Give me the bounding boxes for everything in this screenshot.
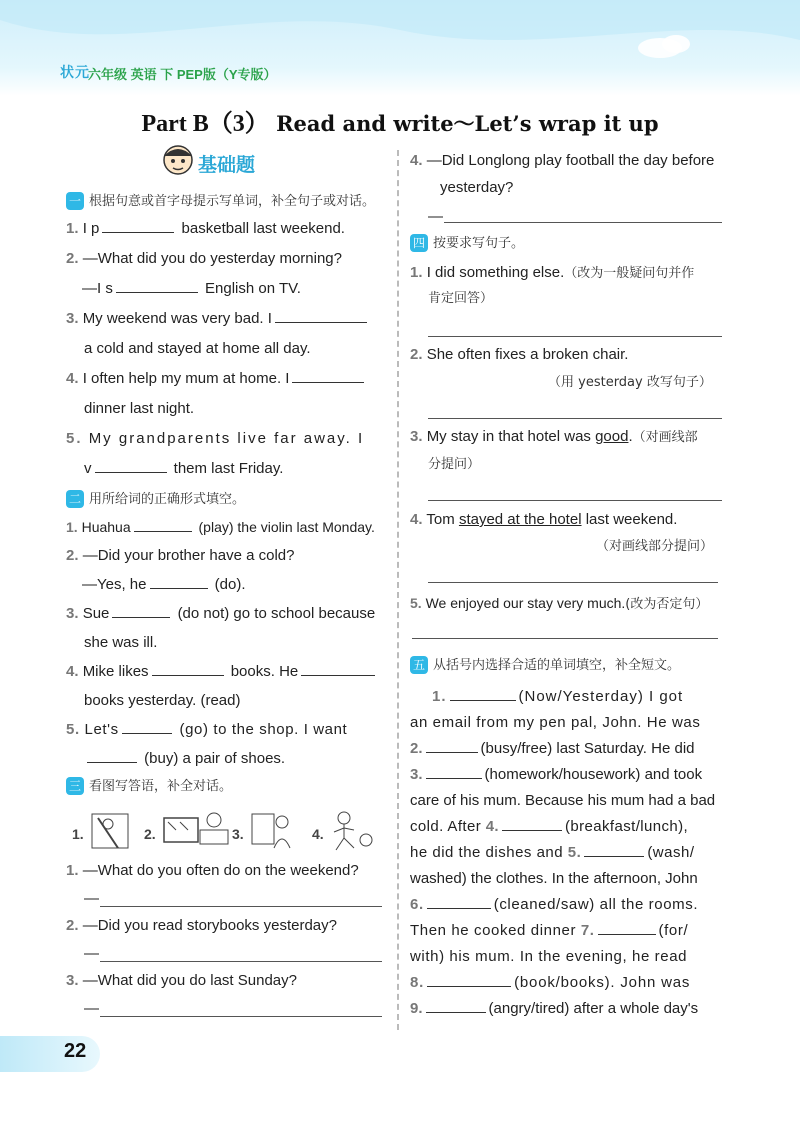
s5-blank3[interactable] bbox=[426, 762, 482, 779]
s2-item5-cont: (buy) a pair of shoes. bbox=[84, 744, 285, 774]
s2-item3-cont: she was ill. bbox=[84, 634, 158, 651]
series-text: 六年级 英语 下 PEP版（Y专版） bbox=[88, 67, 277, 82]
s2-blank3[interactable] bbox=[112, 601, 170, 618]
s2-item3: 3. Sue (do not) go to school because bbox=[66, 599, 375, 629]
s1-blank2[interactable] bbox=[116, 276, 198, 293]
s5-blank4[interactable] bbox=[502, 814, 562, 831]
s5-line9: 6. (cleaned/saw) all the rooms. bbox=[410, 890, 698, 920]
s2-blank2[interactable] bbox=[150, 572, 208, 589]
s5-line12: 8. (book/books). John was bbox=[410, 968, 690, 998]
s4-item4-note: （对画线部分提问） bbox=[596, 539, 714, 554]
s5-blank8[interactable] bbox=[427, 970, 511, 987]
column-divider bbox=[397, 150, 399, 1030]
s1-item2: 2. —What did you do yesterday morning? bbox=[66, 250, 342, 267]
s3-answer3[interactable] bbox=[100, 1016, 382, 1017]
s5-blank1[interactable] bbox=[450, 684, 516, 701]
s5-blank9[interactable] bbox=[426, 996, 486, 1013]
picture-family-icon bbox=[248, 808, 294, 854]
s5-blank2[interactable] bbox=[426, 736, 478, 753]
s4-item2-note: （用 yesterday 改写句子） bbox=[548, 375, 712, 390]
pic1-label: 1. bbox=[72, 826, 84, 842]
section3-heading: 三 看图写答语，补全对话。 bbox=[66, 773, 232, 800]
s1-item2-answer: —I s English on TV. bbox=[82, 274, 301, 304]
s2-blank4b[interactable] bbox=[301, 659, 375, 676]
s4-item5: 5. We enjoyed our stay very much.(改为否定句） bbox=[410, 595, 709, 612]
section4-heading: 四 按要求写句子。 bbox=[410, 230, 524, 257]
s3-dash4: — bbox=[428, 208, 443, 225]
s2-item4: 4. Mike likes books. He bbox=[66, 657, 378, 687]
s1-blank1[interactable] bbox=[102, 216, 174, 233]
pic4-label: 4. bbox=[312, 826, 324, 842]
picture-reading-icon bbox=[190, 808, 236, 854]
s4-answer4[interactable] bbox=[428, 582, 718, 583]
s1-item4-cont: dinner last night. bbox=[84, 400, 195, 417]
s3-dash1: — bbox=[84, 890, 99, 907]
s4-answer1[interactable] bbox=[428, 336, 722, 337]
s3-item3: 3. —What did you do last Sunday? bbox=[66, 972, 297, 989]
book-series-label bbox=[88, 64, 277, 83]
s3-answer1[interactable] bbox=[100, 906, 382, 907]
s2-blank4a[interactable] bbox=[152, 659, 224, 676]
s2-blank1[interactable] bbox=[134, 515, 192, 532]
s5-blank7[interactable] bbox=[598, 918, 656, 935]
s1-item4: 4. I often help my mum at home. I bbox=[66, 364, 367, 394]
s3-answer2[interactable] bbox=[100, 961, 382, 962]
s4-answer5[interactable] bbox=[412, 638, 718, 639]
s2-item2: 2. —Did your brother have a cold? bbox=[66, 547, 295, 564]
s2-item2-answer: —Yes, he (do). bbox=[82, 570, 246, 600]
s5-line13: 9. (angry/tired) after a whole day's bbox=[410, 994, 698, 1024]
title-part: Part B（3） bbox=[141, 111, 269, 137]
section2-heading: 二 用所给词的正确形式填空。 bbox=[66, 486, 245, 513]
s3-item2: 2. —Did you read storybooks yesterday? bbox=[66, 917, 337, 934]
s5-line6: cold. After 4. (breakfast/lunch), bbox=[410, 812, 688, 842]
s1-item3-cont: a cold and stayed at home all day. bbox=[84, 340, 311, 357]
s3-answer4[interactable] bbox=[444, 222, 722, 223]
s4-item4: 4. Tom stayed at the hotel last weekend. bbox=[410, 511, 678, 528]
s5-line1: 1. (Now/Yesterday) I got bbox=[432, 682, 683, 712]
section1-heading bbox=[66, 188, 375, 215]
brand-logo: 状元 bbox=[60, 64, 90, 80]
picture-sweeping-icon bbox=[88, 808, 134, 854]
pic2-label: 2. bbox=[144, 826, 156, 842]
s5-blank6[interactable] bbox=[427, 892, 491, 909]
page-title bbox=[0, 103, 800, 138]
s5-line11: with) his mum. In the evening, he read bbox=[410, 948, 688, 965]
s3-item4-cont: yesterday? bbox=[440, 179, 514, 196]
s5-line3: 2. (busy/free) last Saturday. He did bbox=[410, 734, 695, 764]
s5-line4: 3. (homework/housework) and took bbox=[410, 760, 702, 790]
s1-blank3[interactable] bbox=[275, 306, 367, 323]
s2-item1: 1. Huahua (play) the violin last Monday. bbox=[66, 512, 375, 542]
s1-item3: 3. My weekend was very bad. I bbox=[66, 304, 370, 334]
s2-blank5b[interactable] bbox=[87, 746, 137, 763]
s4-answer3[interactable] bbox=[428, 500, 722, 501]
s5-blank5[interactable] bbox=[584, 840, 644, 857]
s1-blank4[interactable] bbox=[292, 366, 364, 383]
s4-item3-note: 分提问） bbox=[428, 457, 481, 472]
s1-item5-cont: v them last Friday. bbox=[84, 454, 283, 484]
s1-item1: 1. I p basketball last weekend. bbox=[66, 214, 345, 244]
s4-item3: 3. My stay in that hotel was good.（对画线部 bbox=[410, 428, 698, 445]
s3-item4: 4. —Did Longlong play football the day before bbox=[410, 152, 715, 169]
picture-football-icon bbox=[328, 808, 374, 854]
s5-line7: he did the dishes and 5. (wash/ bbox=[410, 838, 695, 868]
s2-item5: 5. Let's (go) to the shop. I want bbox=[66, 715, 347, 745]
s1-blank5[interactable] bbox=[95, 456, 167, 473]
s3-item1: 1. —What do you often do on the weekend? bbox=[66, 862, 359, 879]
s4-item1: 1. I did something else.（改为一般疑问句并作 bbox=[410, 264, 695, 281]
s2-blank5a[interactable] bbox=[122, 717, 172, 734]
page-number: 22 bbox=[64, 1040, 87, 1062]
s3-dash3: — bbox=[84, 1000, 99, 1017]
pic3-label: 3. bbox=[232, 826, 244, 842]
s2-item4-cont: books yesterday. (read) bbox=[84, 692, 241, 709]
s5-line5: care of his mum. Because his mum had a bad bbox=[410, 792, 716, 809]
s1-item5: 5. My grandparents live far away. I bbox=[66, 430, 365, 447]
section5-heading: 五 从括号内选择合适的单词填空，补全短文。 bbox=[410, 652, 680, 679]
mascot-icon bbox=[158, 142, 198, 180]
s5-line2: an email from my pen pal, John. He was bbox=[410, 714, 701, 731]
section1-badge: 一 bbox=[66, 192, 84, 210]
s3-dash2: — bbox=[84, 945, 99, 962]
s5-line8: washed) the clothes. In the afternoon, John bbox=[410, 870, 698, 887]
s4-item2: 2. She often fixes a broken chair. bbox=[410, 346, 629, 363]
title-rest: Read and write～Let’s wrap it up bbox=[268, 111, 659, 136]
section1-title: 根据句意或首字母提示写单词，补全句子或对话。 bbox=[89, 194, 376, 209]
s4-answer2[interactable] bbox=[428, 418, 722, 419]
s5-line10: Then he cooked dinner 7. (for/ bbox=[410, 916, 688, 946]
basic-section-label: 基础题 bbox=[198, 155, 256, 176]
s4-item1-note: 肯定回答） bbox=[428, 291, 494, 306]
